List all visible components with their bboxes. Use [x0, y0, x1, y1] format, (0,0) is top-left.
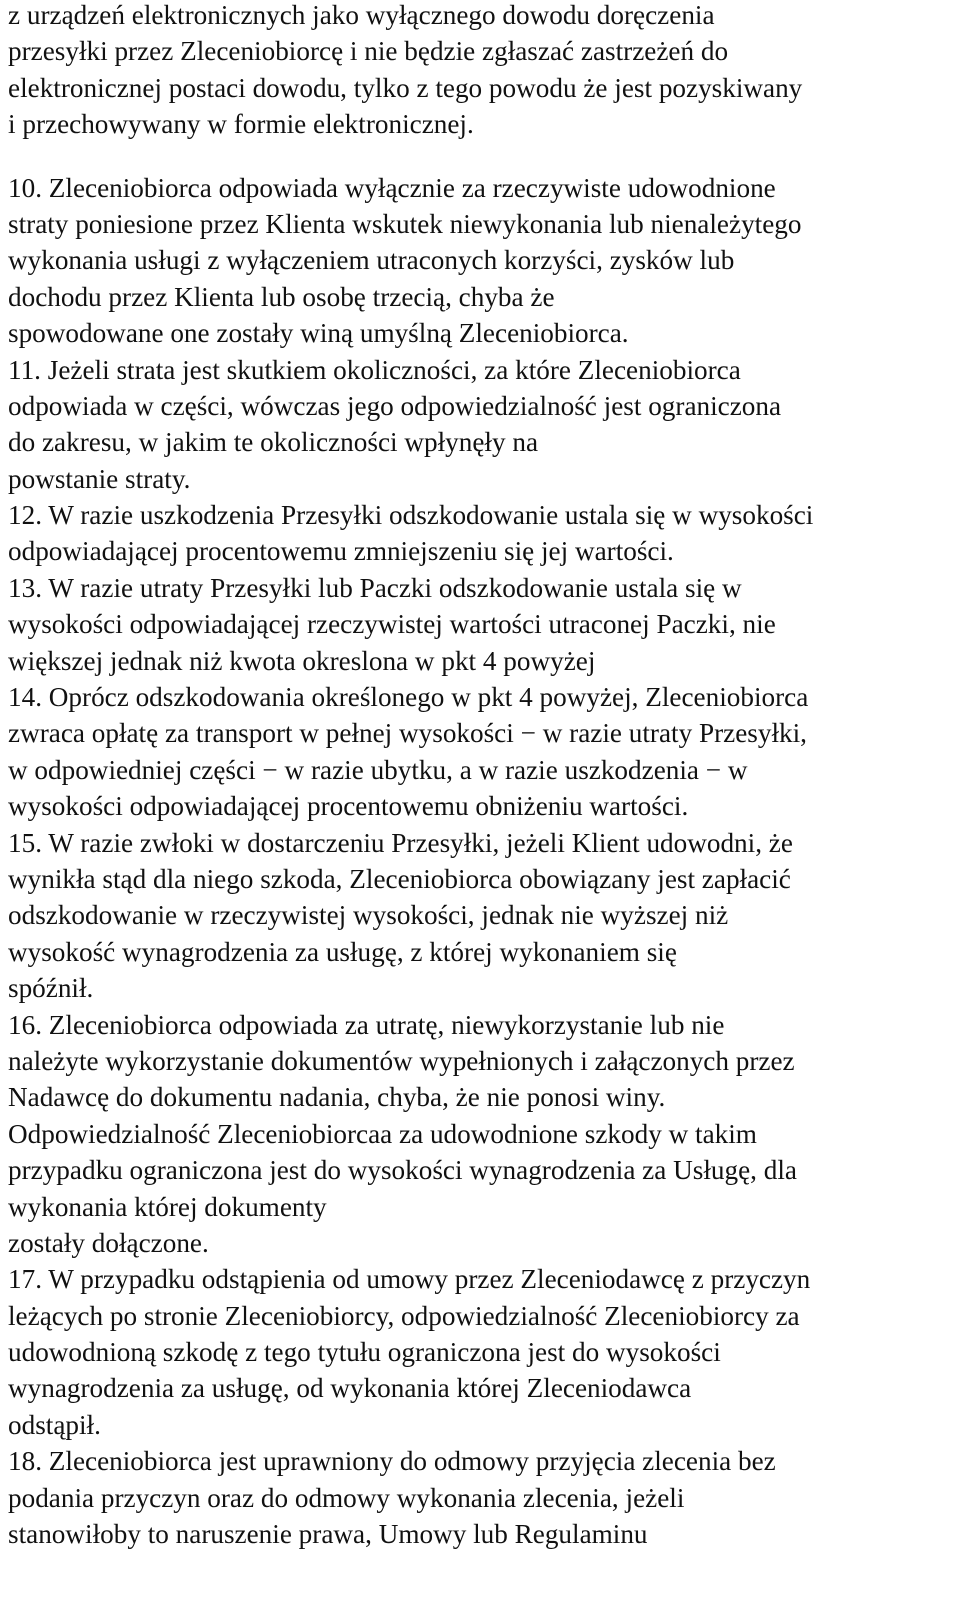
text-line: spowodowane one zostały winą umyślną Zleceniobiorca. [8, 318, 629, 349]
text-line: spóźnił. [8, 973, 94, 1004]
text-line: wykonania której dokumenty [8, 1191, 327, 1222]
body-text [8, 170, 952, 1553]
text-line: wysokość wynagrodzenia za usługę, z której wykonaniem się [8, 936, 677, 967]
text-line: 16. Zleceniobiorca odpowiada za utratę, niewykorzystanie lub nie [8, 1009, 725, 1040]
text-line: wysokości odpowiadającej procentowemu obniżeniu wartości. [8, 791, 689, 822]
text-line: elektronicznej postaci dowodu, tylko z tego powodu że jest pozyskiwany [8, 72, 803, 103]
text-line: zwraca opłatę za transport w pełnej wysokości − w razie utraty Przesyłki, [8, 718, 807, 749]
text-line: wysokości odpowiadającej rzeczywistej wartości utraconej Paczki, nie [8, 609, 776, 640]
text-line: wynikła stąd dla niego szkoda, Zleceniobiorca obowiązany jest zapłacić [8, 863, 791, 894]
text-line: leżących po stronie Zleceniobiorcy, odpowiedzialność Zleceniobiorcy za [8, 1300, 800, 1331]
text-line: Nadawcę do dokumentu nadania, chyba, że nie ponosi winy. [8, 1082, 666, 1113]
text-line: wynagrodzenia za usługę, od wykonania której Zleceniodawca [8, 1373, 692, 1404]
text-line: udowodnioną szkodę z tego tytułu ograniczona jest do wysokości [8, 1337, 721, 1368]
text-line: stanowiłoby to naruszenie prawa, Umowy lub Regulaminu [8, 1519, 648, 1550]
text-line: 10. Zleceniobiorca odpowiada wyłącznie za rzeczywiste udowodnione [8, 172, 776, 203]
paragraph-gap [8, 143, 952, 170]
text-line: 11. Jeżeli strata jest skutkiem okoliczności, za które Zleceniobiorca [8, 354, 741, 385]
text-line: dochodu przez Klienta lub osobę trzecią, chyba że [8, 281, 555, 312]
text-line: powstanie straty. [8, 463, 191, 494]
text-line: 15. W razie zwłoki w dostarczeniu Przesyłki, jeżeli Klient udowodni, że [8, 827, 793, 858]
text-line: 13. W razie utraty Przesyłki lub Paczki odszkodowanie ustala się w [8, 572, 742, 603]
text-line: odpowiada w części, wówczas jego odpowiedzialność jest ograniczona [8, 390, 782, 421]
text-line: przesyłki przez Zleceniobiorcę i nie będzie zgłaszać zastrzeżeń do [8, 36, 729, 67]
text-line: większej jednak niż kwota okreslona w pkt 4 powyżej [8, 645, 596, 676]
text-line: 18. Zleceniobiorca jest uprawniony do odmowy przyjęcia zlecenia bez [8, 1446, 776, 1477]
text-line: przypadku ograniczona jest do wysokości wynagrodzenia za Usługę, dla [8, 1155, 797, 1186]
text-line: odszkodowanie w rzeczywistej wysokości, jednak nie wyższej niż [8, 900, 729, 931]
text-line: 17. W przypadku odstąpienia od umowy przez Zleceniodawcę z przyczyn [8, 1264, 811, 1295]
text-line: straty poniesione przez Klienta wskutek niewykonania lub nienależytego [8, 208, 802, 239]
text-line: w odpowiedniej części − w razie ubytku, a w razie uszkodzenia − w [8, 754, 748, 785]
text-line: zostały dołączone. [8, 1227, 209, 1258]
text-line: 12. W razie uszkodzenia Przesyłki odszkodowanie ustala się w wysokości [8, 500, 814, 531]
text-line: i przechowywany w formie elektronicznej. [8, 109, 474, 140]
text-line: wykonania usługi z wyłączeniem utraconych korzyści, zysków lub [8, 245, 735, 276]
text-line: 14. Oprócz odszkodowania określonego w pkt 4 powyżej, Zleceniobiorca [8, 682, 809, 713]
text-line: odstąpił. [8, 1409, 101, 1440]
text-line: z urządzeń elektronicznych jako wyłącznego dowodu doręczenia [8, 0, 715, 30]
text-line: do zakresu, w jakim te okoliczności wpłynęły na [8, 427, 539, 458]
text-line: podania przyczyn oraz do odmowy wykonania zlecenia, jeżeli [8, 1482, 685, 1513]
text-line: Odpowiedzialność Zleceniobiorcaa za udowodnione szkody w takim [8, 1118, 757, 1149]
intro-paragraph [8, 0, 952, 143]
text-line: należyte wykorzystanie dokumentów wypełnionych i załączonych przez [8, 1045, 795, 1076]
text-line: odpowiadającej procentowemu zmniejszeniu się jej wartości. [8, 536, 674, 567]
